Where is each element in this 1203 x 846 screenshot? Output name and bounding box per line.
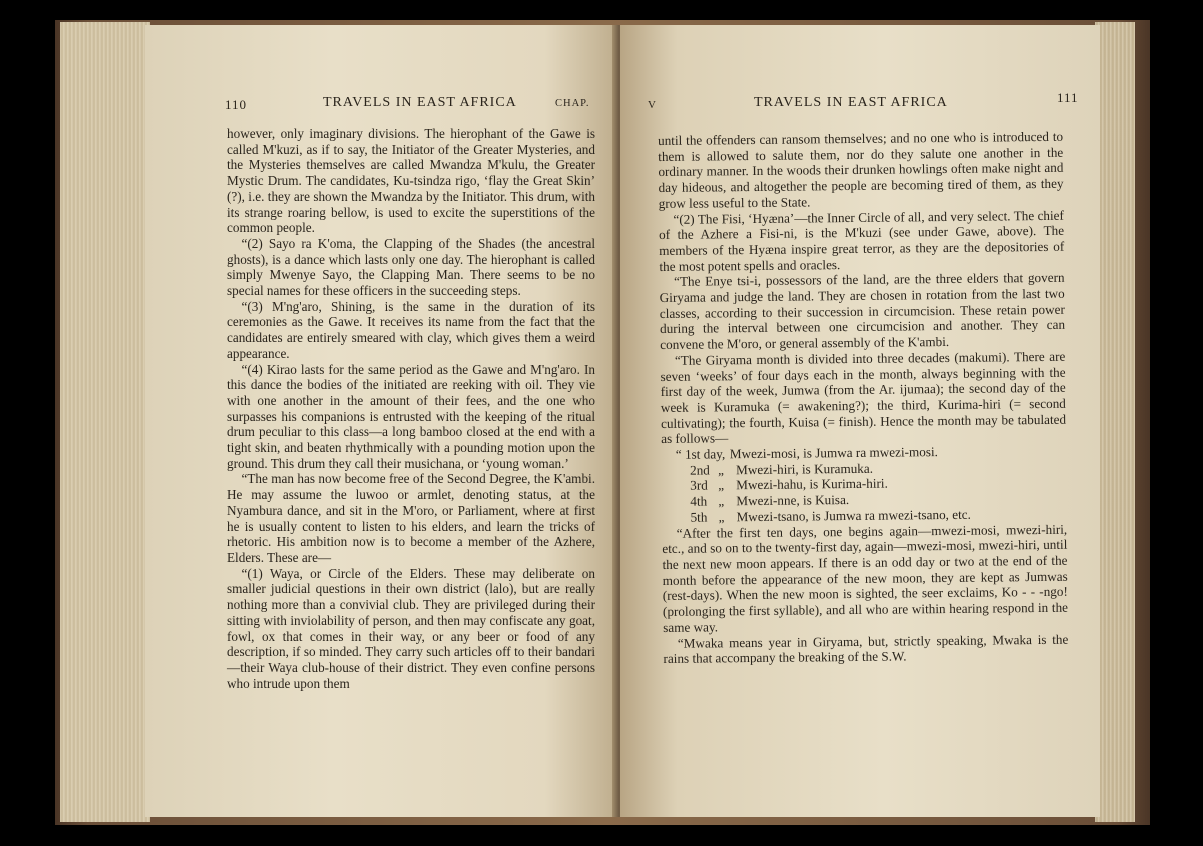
right-running-title: TRAVELS IN EAST AFRICA bbox=[754, 95, 948, 110]
paragraph: “(2) Sayo ra K'oma, the Clapping of the Shades (the ancestral ghosts), is a dance which lasts only one day. The hierophant is called simply Mwenye Sayo, the Clapping Man. There seems to be no special names for these officers in the succeeding steps. bbox=[227, 235, 595, 299]
paragraph: “The man has now become free of the Second Degree, the K'ambi. He may assume the luwoo or armlet, denoting status, at the Nyambura dance, and sit in the M'oro, or Parliament, where at first he is usually content to listen to his elders, and learn the tricks of rhetoric. His ambition now is to become a member of the Azhere, Elders. These are— bbox=[227, 471, 595, 565]
paragraph: “Mwaka means year in Giryama, but, strictly speaking, Mwaka is the rains that accompany the breaking of the S.W. bbox=[663, 631, 1069, 667]
left-chapter-label: CHAP. bbox=[555, 98, 590, 109]
page-edges-right bbox=[1095, 22, 1135, 822]
left-body-text bbox=[227, 126, 595, 691]
paragraph: until the offenders can ransom themselves; and no one who is introduced to them is allowed to salute them, nor do they salute one another in the ordinary manner. In the woods their drunken howlings often make night and day hideous, and altogether the people are becoming tired of them, as they grow less useful to the State. bbox=[658, 128, 1064, 211]
paragraph: “(1) Waya, or Circle of the Elders. These may deliberate on smaller judicial questions in their own district (lalo), but are really nothing more than a convivial club. They are privileged during their sitting with inviolability of person, and then may confiscate any goat, fowl, ox that comes in their way, or any beer or food of any description, if so minded. They carry such articles off to their bandari—their Waya club-house of their district. They even confine persons who intrude upon them bbox=[227, 565, 595, 691]
paragraph: “(2) The Fisi, ‘Hyæna’—the Inner Circle of all, and very select. The chief of the Azhere a Fisi-ni, is the M'kuzi (see under Gawe, above). The members of the Hyæna inspire great terror, as they are the depositories of the most potent spells and oracles. bbox=[658, 207, 1065, 274]
left-running-title: TRAVELS IN EAST AFRICA bbox=[323, 95, 517, 110]
left-page bbox=[145, 25, 615, 817]
table-row: 4th „ Mwezi-nne, is Kuisa. bbox=[690, 492, 850, 509]
table-row: “ 1st day, Mwezi-mosi, is Jumwa ra mwezi-mosi. bbox=[675, 444, 938, 462]
right-page bbox=[620, 25, 1100, 817]
table-row: 5th „ Mwezi-tsano, is Jumwa ra mwezi-tsano, etc. bbox=[690, 506, 971, 525]
paragraph: however, only imaginary divisions. The hierophant of the Gawe is called M'kuzi, as if to say, the Initiator of the Greater Mysteries, and the Mysteries themselves are called Mwandza M'kulu, the Greater Mystic Drum. The candidates, Ku-tsindza rigo, ‘flay the Great Skin’ (?), i.e. they are shown the Mwandza by the Initiator. This drum, with its strange roaring bellow, is used to excite the superstitions of the common people. bbox=[227, 126, 595, 236]
page-edges-left bbox=[60, 22, 150, 822]
paragraph: “After the first ten days, one begins again—mwezi-mosi, mwezi-hiri, etc., and so on to the twenty-first day, again—mwezi-mosi, mwezi-hiri, until the next new moon appears. If there is an odd day or two at the end of the month before the appearance of the new moon, they are kept as Jumwas (rest-days). When the new moon is sighted, the seer exclaims, Ko - - -ngo! (prolonging the first syllable), and all who are within hearing respond in the same way. bbox=[662, 521, 1069, 635]
right-body-text bbox=[658, 129, 1069, 667]
paragraph: “(4) Kirao lasts for the same period as the Gawe and M'ng'aro. In this dance the bodies of the initiated are reeking with oil. They vie with one another in the amount of their fees, and the one who surpasses his companions is entrusted with the keeping of the ritual drum peculiar to this class—a long bamboo closed at the end with a tight skin, and beaten rhythmically with a pounding motion upon the ground. This drum they call their musichana, or ‘young woman.’ bbox=[227, 361, 595, 471]
right-page-number: 111 bbox=[1057, 90, 1079, 105]
table-row: 3rd „ Mwezi-hahu, is Kurima-hiri. bbox=[690, 476, 888, 494]
paragraph: “(3) M'ng'aro, Shining, is the same in the duration of its ceremonies as the Gawe. It receives its name from the fact that the candidates are entirely smeared with clay, which gives them a weird appearance. bbox=[227, 298, 595, 361]
left-page-number: 110 bbox=[225, 97, 248, 112]
paragraph: “The Giryama month is divided into three decades (makumi). There are seven ‘weeks’ of four days each in the month, always beginning with the first day of the week, Jumwa (from the Ar. ijumaa); the second day of the week is Kuramuka (= awakening?); the third, Kurima-hiri (= second cultivating); the fourth, Kuisa (= finish). Hence the month may be tabulated as follows— bbox=[660, 348, 1067, 447]
month-table bbox=[661, 443, 1067, 526]
right-chapter-label: V bbox=[648, 99, 657, 111]
table-row: 2nd „ Mwezi-hiri, is Kuramuka. bbox=[689, 460, 874, 478]
paragraph: “The Enye tsi-i, possessors of the land, are the three elders that govern Giryama and judge the land. They are chosen in rotation from the last two classes, according to their succession in circumcision. These retain power during the interval between one circumcision and another. They can convene the M'oro, or general assembly of the K'ambi. bbox=[659, 270, 1066, 353]
